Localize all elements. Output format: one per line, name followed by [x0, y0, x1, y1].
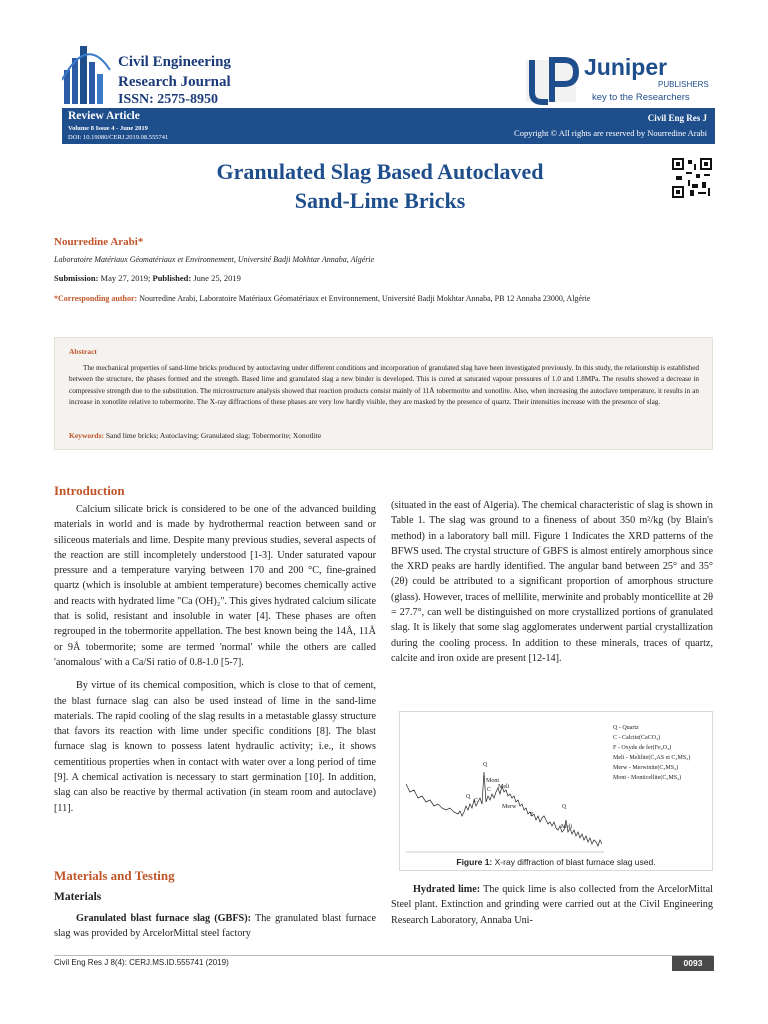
hydrated-lime-label: Hydrated lime:	[413, 884, 481, 895]
published-date: June 25, 2019	[191, 273, 241, 283]
journal-logo-icon	[62, 40, 112, 108]
journal-abbrev: Civil Eng Res J	[647, 113, 707, 123]
intro-paragraph-1: Calcium silicate brick is considered to be one of the advanced building materials in world and is made by hydrothermal reaction between sand or siliceous materials and lime. Despite many previous studies, several aspects of the reaction are still incompletely understood [1-3]. Under saturated vapour pressure and a temperature varying between 170 and 200 °C, fine-grained quartz (which is insoluble at ambient temperature) becomes chemically active and reacts with hydrated lime "Ca (OH)₂". This gives hydrated calcium silicate that is solid, resistant and insoluble in water [4]. These phases are often regrouped in the tobermorite appellation. The best known being the 14Å, 11Å or 9Å tobermorite; some are termed 'normal' while the others are called 'anomalous' with a Ca/Si ratio of 0.8-1.0 [5-7].	[54, 504, 376, 668]
right-column-text	[391, 498, 713, 666]
legend-quartz: Q - Quartz	[613, 725, 639, 731]
journal-name	[118, 52, 231, 92]
submission-label: Submission:	[54, 273, 99, 283]
peak-label: Mont	[486, 778, 500, 784]
keywords-label: Keywords:	[69, 431, 104, 440]
abstract-box	[54, 337, 713, 450]
submission-date: May 27, 2019;	[98, 273, 153, 283]
dates	[54, 273, 241, 283]
keywords-text: Sand lime bricks; Autoclaving; Granulated slag; Tobermorite; Xonotlite	[104, 431, 322, 440]
journal-name-line1: Civil Engineering	[118, 54, 231, 70]
article-title	[120, 157, 640, 215]
publisher-logo	[520, 52, 720, 108]
page-number: 0093	[672, 956, 714, 971]
corresponding-author	[54, 293, 714, 304]
abstract-heading: Abstract	[69, 347, 97, 356]
issn: ISSN: 2575-8950	[118, 92, 218, 107]
peak-label: Q	[466, 794, 471, 800]
materials-heading: Materials and Testing	[54, 868, 175, 883]
corr-text: Nourredine Arabi, Laboratoire Matériaux Géomatériaux et Environnement, Université Badji Mokhtar Annaba, PB 12 Annaba 23000, Algérie	[137, 294, 591, 303]
jp-logo-icon	[520, 52, 582, 108]
hydrated-lime-text: The quick lime is also collected from the ArcelorMittal Steel plant. Extinction and grinding were carried out at the Civil Engineering Research Laboratory, Annaba Uni-	[391, 884, 713, 926]
title-line2: Sand-Lime Bricks	[294, 188, 466, 213]
intro-heading: Introduction	[54, 483, 125, 498]
footer-divider	[54, 955, 713, 956]
hydrated-lime-paragraph	[391, 882, 713, 928]
xrd-plot	[400, 712, 712, 870]
legend-iron-oxide: F - Oxyde de fer(Fe₂O₃)	[613, 745, 672, 751]
peak-label: Meli	[498, 784, 510, 790]
caption-label: Figure 1:	[456, 857, 493, 867]
peak-label: Merw	[502, 804, 517, 810]
corr-label: *Corresponding author:	[54, 294, 138, 303]
caption-text: X-ray diffraction of blast furnace slag used.	[492, 857, 656, 867]
intro-text	[54, 502, 376, 816]
volume-issue: Volume 8 Issue 4 - June 2019	[68, 125, 148, 132]
peak-label: C	[487, 787, 492, 793]
published-label: Published:	[152, 273, 192, 283]
author[interactable]: Nourredine Arabi*	[54, 236, 144, 248]
peak-label: F	[530, 812, 534, 818]
gbfs-paragraph	[54, 911, 376, 942]
affiliation: Laboratoire Matériaux Géomatériaux et Environnement, Université Badji Mokhtar Annaba, Algérie	[54, 255, 375, 264]
right-paragraph-1: (situated in the east of Algeria). The chemical characteristic of slag is shown in Table 1. The slag was ground to a fineness of about 350 m²/kg (by Blain's method) in a laboratory ball mill. Figure 1 Indicates the XRD patterns of the BFWS used. The crystal structure of GBFS is almost entirely amorphous since the XRD peaks are hardly identified. The angular band between 25° and 35° (2θ) could be attributed to a significant proportion of amorphous structure (glass). However, traces of mellilite, merwinite and probably monticellite at 2θ = 27.7°, can well be distinguished on more crystallized portions of granulated slag. It is likely that some slag agglomerates underwent partial crystallization during the cooling process. In addition to these minerals, traces of quartz, calcite and iron oxide are present [12-14].	[391, 500, 713, 664]
legend-monticellite: Mont - Monticellite(C₂MS₂)	[613, 775, 682, 781]
abstract-text: The mechanical properties of sand-lime bricks produced by autoclaving under different conditions and incorporation of granulated slag have been investigated previously. In this study, the relationship is established between the structure, the phases formed and the strength. Based lime and granulated slag a new binder is developed. This is cured at saturated vapour pressures of 1.0 and 1.8MPa. The results showed a decrease in compressive strength due to the substitution. The microstructure analysis showed that reaction products consist mainly of 11Å tobermorite and xonotlite. Also, when increasing the autoclave temperature, it results in an increase in xonotlite relative to tobermorite. The X-ray diffractions of these phases are very low hardly visible, they are masked by the presence of quartz. Their intensities increase with the presence of slag.	[69, 364, 699, 407]
journal-name-line2: Research Journal	[118, 74, 231, 90]
peak-label: Q	[562, 804, 567, 810]
legend-melilite: Meli - Melilite(C₂AS et C₂MS₂)	[613, 755, 691, 761]
figure-1	[399, 711, 713, 871]
title-line1: Granulated Slag Based Autoclaved	[216, 159, 544, 184]
publisher-tagline: key to the Researchers	[592, 92, 690, 103]
footer-citation: Civil Eng Res J 8(4): CERJ.MS.ID.555741 (2019)	[54, 958, 229, 967]
keywords	[69, 431, 321, 440]
figure-caption	[399, 857, 713, 867]
publisher-sub: PUBLISHERS	[658, 80, 709, 89]
materials-subheading: Materials	[54, 891, 102, 903]
peak-label: Q	[483, 762, 488, 768]
legend-merwinite: Merw - Merwinite(C₃MS₂)	[613, 765, 679, 771]
doi[interactable]: DOI: 10.19080/CERJ.2019.08.555741	[68, 134, 169, 141]
article-info-band	[62, 108, 715, 144]
qr-code-icon[interactable]	[672, 158, 712, 198]
legend-calcite: C - Calcite(CaCO₃)	[613, 735, 661, 741]
article-type: Review Article	[68, 110, 140, 122]
publisher-name: Juniper	[584, 54, 668, 80]
copyright: Copyright © All rights are reserved by Nourredine Arabi	[514, 128, 707, 138]
intro-paragraph-2: By virtue of its chemical composition, which is close to that of cement, the blast furnace slag can also be used instead of lime in the sand-lime materials. The rapid cooling of the slag results in a metastable glassy structure that favors its reaction with lime under specific conditions [8]. The blast furnace slag is known to possess latent hydraulic activity; i.e., it shows cementitious properties when in contact with water over a long period of time [9]. A chemical activation is necessary to start germination [10]. In addition, slag can also be reactive by thermal activation (in steam room and autoclave) [11].	[54, 680, 376, 814]
gbfs-label: Granulated blast furnace slag (GBFS):	[76, 913, 252, 924]
peak-label: Meli	[561, 824, 573, 830]
gbfs-text: The granulated blast furnace slag was provided by ArcelorMittal steel factory	[54, 913, 376, 940]
peak-label: C	[474, 798, 479, 804]
